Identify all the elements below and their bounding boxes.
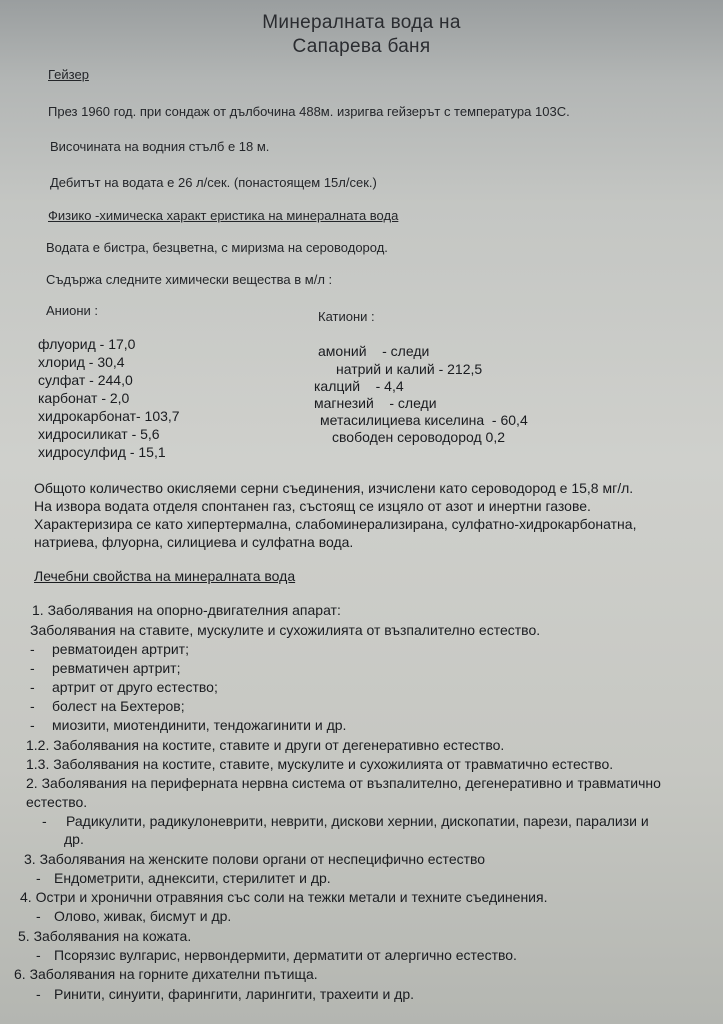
healing-line: 6. Заболявания на горните дихателни пътища. xyxy=(14,966,318,982)
healing-line: 1. Заболявания на опорно-двигателния апарат: xyxy=(32,602,341,618)
anions-label: Аниони : xyxy=(46,303,99,318)
geyser-line: През 1960 год. при сондаж от дълбочина 488м. изригва гейзерът с температура 103С. xyxy=(48,104,570,119)
bullet-dash: - xyxy=(30,717,35,733)
cation-item: амоний - следи xyxy=(318,343,430,359)
anion-item: хидросиликат - 5,6 xyxy=(38,426,160,442)
summary-line: Общото количество окисляеми серни съединения, изчислени като сероводород е 15,8 мг/л. xyxy=(34,480,634,496)
bullet-dash: - xyxy=(36,947,41,963)
bullet-dash: - xyxy=(30,698,35,714)
anion-item: хлорид - 30,4 xyxy=(38,354,125,370)
summary-line: Характеризира се като хипертермална, слабоминерализирана, сулфатно-хидрокарбонатна, xyxy=(34,516,637,532)
title-line-2: Сапарева баня xyxy=(292,36,431,57)
healing-line: др. xyxy=(64,831,84,847)
bullet-dash: - xyxy=(30,641,35,657)
physchem-heading: Физико -химическа характ еристика на минералната вода xyxy=(48,208,399,223)
healing-line: 5. Заболявания на кожата. xyxy=(18,928,192,944)
healing-line: 4. Остри и хронични отравяния със соли на тежки метали и техните съединения. xyxy=(20,889,548,905)
bullet-dash: - xyxy=(36,908,41,924)
title-line-1: Минералната вода на xyxy=(262,12,461,33)
anion-item: карбонат - 2,0 xyxy=(38,390,130,406)
healing-heading: Лечебни свойства на минералната вода xyxy=(34,568,296,584)
cation-item: натрий и калий - 212,5 xyxy=(336,361,483,377)
contains-line: Съдържа следните химически вещества в м/л : xyxy=(46,272,333,287)
healing-bullet: миозити, миотендинити, тендожагинити и др. xyxy=(52,717,347,733)
cation-item: магнезий - следи xyxy=(314,395,437,411)
healing-bullet: Ринити, синуити, фарингити, ларингити, трахеити и др. xyxy=(54,986,415,1002)
cation-item: калций - 4,4 xyxy=(314,378,404,394)
healing-bullet: Радикулити, радикулоневрити, неврити, дискови хернии, дископатии, парези, парализи и xyxy=(66,813,649,829)
healing-line: 1.2. Заболявания на костите, ставите и други от дегенеративно естество. xyxy=(26,737,505,753)
healing-bullet: ревматичен артрит; xyxy=(52,660,181,676)
bullet-dash: - xyxy=(36,986,41,1002)
summary-line: натриева, флуорна, силициева и сулфатна вода. xyxy=(34,534,354,550)
healing-bullet: Олово, живак, бисмут и др. xyxy=(54,908,232,924)
healing-bullet: ревматоиден артрит; xyxy=(52,641,189,657)
anion-item: сулфат - 244,0 xyxy=(38,372,133,388)
bullet-dash: - xyxy=(30,679,35,695)
geyser-line: Дебитът на водата е 26 л/сек. (понастоящем 15л/сек.) xyxy=(50,175,377,190)
physchem-description: Водата е бистра, безцветна, с миризма на сероводород. xyxy=(46,240,388,255)
summary-line: На извора водата отделя спонтанен газ, състоящ се изцяло от азот и инертни газове. xyxy=(34,498,591,514)
healing-line: 1.3. Заболявания на костите, ставите, мускулите и сухожилията от травматично естество. xyxy=(26,756,614,772)
healing-line: естество. xyxy=(26,794,88,810)
anion-item: хидрокарбонат- 103,7 xyxy=(38,408,180,424)
healing-bullet: болест на Бехтеров; xyxy=(52,698,185,714)
cation-item: метасилициева киселина - 60,4 xyxy=(320,412,528,428)
healing-bullet: Ендометрити, аднексити, стерилитет и др. xyxy=(54,870,331,886)
bullet-dash: - xyxy=(36,870,41,886)
healing-bullet: Псорязис вулгарис, нервондермити, дерматити от алергично естество. xyxy=(54,947,517,963)
geyser-heading: Гейзер xyxy=(48,67,89,82)
geyser-line: Височината на водния стълб е 18 м. xyxy=(50,139,270,154)
healing-bullet: артрит от друго естество; xyxy=(52,679,218,695)
bullet-dash: - xyxy=(42,813,47,829)
healing-line: Заболявания на ставите, мускулите и сухожилията от възпалително естество. xyxy=(30,622,541,638)
healing-line: 3. Заболявания на женските полови органи от неспецифично естество xyxy=(24,851,486,867)
bullet-dash: - xyxy=(30,660,35,676)
anion-item: хидросулфид - 15,1 xyxy=(38,444,166,460)
healing-line: 2. Заболявания на периферната нервна система от възпалително, дегенеративно и травматично xyxy=(26,775,661,791)
anion-item: флуорид - 17,0 xyxy=(38,336,136,352)
cations-label: Катиони : xyxy=(318,309,375,324)
cation-item: свободен сероводород 0,2 xyxy=(332,429,505,445)
